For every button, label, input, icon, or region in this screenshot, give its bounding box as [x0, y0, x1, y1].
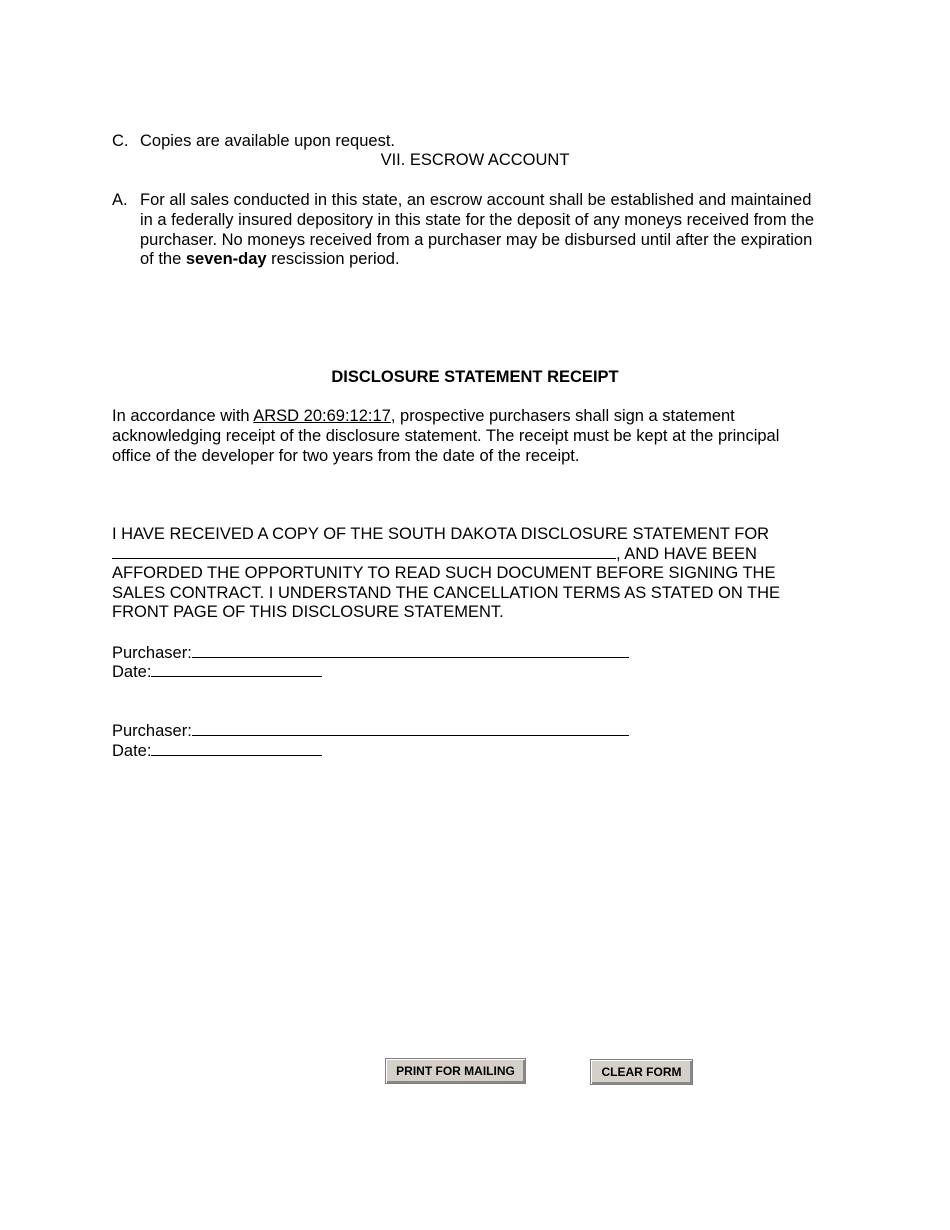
purchaser-label: Purchaser: [112, 644, 192, 662]
ack-line-3: AFFORDED THE OPPORTUNITY TO READ SUCH DOCUMENT BEFORE SIGNING THE [112, 564, 776, 582]
escrow-line-1: For all sales conducted in this state, an escrow account shall be established and maintained [140, 191, 812, 209]
signature-block-2-date [112, 740, 322, 761]
development-name-field[interactable] [112, 543, 616, 559]
receipt-title: DISCLOSURE STATEMENT RECEIPT [331, 368, 619, 386]
escrow-line-3: purchaser. No moneys received from a purchaser may be disbursed until after the expiration [140, 231, 813, 249]
purchaser-2-date-field[interactable] [151, 740, 322, 756]
intro-prefix: In accordance with [112, 407, 254, 425]
seven-day-emphasis: seven-day [185, 250, 267, 268]
purchaser-2-signature-field[interactable] [192, 720, 629, 736]
signature-block-1-date [112, 661, 322, 682]
escrow-last-prefix: of the [140, 250, 186, 268]
ack-line-5: FRONT PAGE OF THIS DISCLOSURE STATEMENT. [112, 603, 504, 621]
receipt-intro-line-2: acknowledging receipt of the disclosure statement. The receipt must be kept at the principal [112, 427, 780, 445]
section-c-text: Copies are available upon request. [140, 132, 396, 150]
date-label: Date: [112, 742, 152, 760]
purchaser-1-date-field[interactable] [151, 661, 322, 677]
intro-line1-suffix: , prospective purchasers shall sign a statement [390, 407, 735, 425]
signature-block-1-purchaser [112, 642, 629, 663]
escrow-item-letter: A. [112, 191, 128, 209]
section-c-letter: C. [112, 132, 129, 150]
clear-form-button[interactable]: CLEAR FORM [590, 1059, 693, 1085]
date-label: Date: [112, 663, 152, 681]
ack-line2-suffix: , AND HAVE BEEN [616, 545, 757, 563]
ack-line-2 [112, 543, 757, 564]
escrow-line-2: in a federally insured depository in this state for the deposit of any moneys received from the [140, 211, 815, 229]
purchaser-label: Purchaser: [112, 722, 192, 740]
receipt-intro-line-3: office of the developer for two years from the date of the receipt. [112, 447, 580, 465]
escrow-heading: VII. ESCROW ACCOUNT [380, 151, 570, 169]
arsd-reference-link[interactable]: ARSD 20:69:12:17 [253, 407, 391, 425]
signature-block-2-purchaser [112, 720, 629, 741]
purchaser-1-signature-field[interactable] [192, 642, 629, 658]
ack-line-4: SALES CONTRACT. I UNDERSTAND THE CANCELLATION TERMS AS STATED ON THE [112, 584, 781, 602]
escrow-last-suffix: rescission period. [266, 250, 400, 268]
receipt-intro-line-1 [112, 406, 735, 426]
print-for-mailing-button[interactable]: PRINT FOR MAILING [385, 1058, 526, 1084]
escrow-line-4 [140, 249, 400, 269]
ack-line-1: I HAVE RECEIVED A COPY OF THE SOUTH DAKOTA DISCLOSURE STATEMENT FOR [112, 525, 770, 543]
